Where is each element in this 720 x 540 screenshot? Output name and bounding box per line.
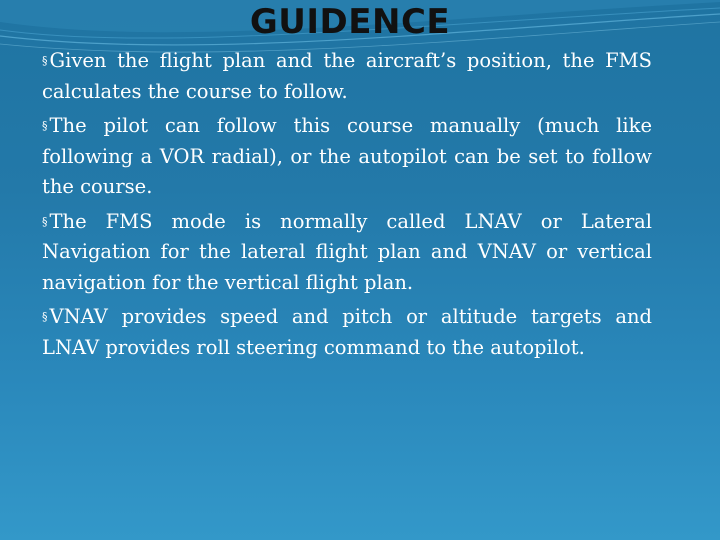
bullet-item — [42, 207, 652, 299]
bullet-marker-icon: § — [42, 310, 48, 323]
bullet-list — [42, 46, 652, 367]
bullet-item — [42, 46, 652, 107]
bullet-text: Given the flight plan and the aircraft’s position, the FMS calculates the course to follow. — [42, 49, 652, 103]
bullet-marker-icon: § — [42, 214, 48, 228]
slide-title: GUIDENCE — [249, 2, 451, 42]
bullet-item — [42, 302, 652, 363]
bullet-text: VNAV provides speed and pitch or altitude targets and LNAV provides roll steering command to the autopilot. — [42, 305, 652, 359]
bullet-item — [42, 111, 652, 203]
bullet-marker-icon: § — [42, 119, 48, 132]
bullet-text: The FMS mode is normally called LNAV or Lateral Navigation for the lateral flight plan and VNAV or vertical navigation for the vertical flight plan. — [42, 209, 652, 294]
bullet-marker-icon: § — [42, 54, 48, 67]
bullet-text: The pilot can follow this course manually (much like following a VOR radial), or the autopilot can be set to follow the course. — [42, 114, 652, 198]
